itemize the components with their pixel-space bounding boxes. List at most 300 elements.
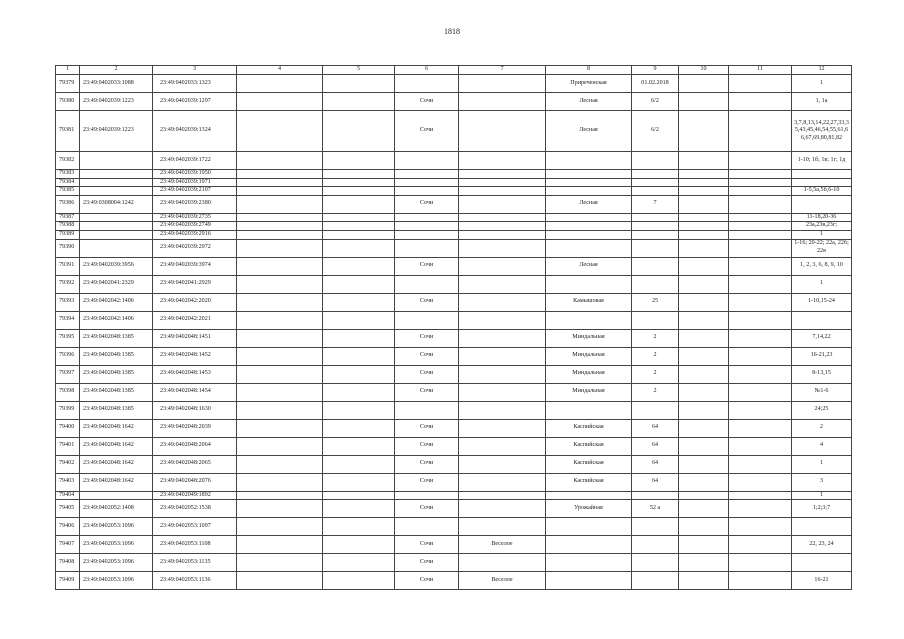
cell-col-12: 8-13,15 <box>792 365 852 383</box>
cell-col-1: 79398 <box>56 383 80 401</box>
table-row <box>56 383 852 401</box>
cell-col-3: 23:49:0402042:2020 <box>153 293 237 311</box>
cell-col-11 <box>729 275 792 293</box>
cell-col-3: 23:49:0402033:1323 <box>153 75 237 93</box>
table-row <box>56 75 852 93</box>
cell-col-9 <box>632 222 679 231</box>
cell-col-7 <box>459 75 546 93</box>
cell-col-3: 23:49:0402039:3974 <box>153 257 237 275</box>
table-row <box>56 275 852 293</box>
cell-col-4 <box>237 213 323 222</box>
cell-col-11 <box>729 222 792 231</box>
cell-col-5 <box>323 518 395 536</box>
cell-col-12: 1-10; 1б; 1в; 1г; 1д <box>792 152 852 170</box>
cell-col-7 <box>459 518 546 536</box>
cell-col-2 <box>80 213 153 222</box>
cell-col-10 <box>679 455 729 473</box>
cell-col-5 <box>323 239 395 257</box>
cell-col-2: 23:49:0402033:1088 <box>80 75 153 93</box>
cell-col-8 <box>546 213 632 222</box>
cell-col-3: 23:49:0402053:1108 <box>153 536 237 554</box>
cell-col-1: 79409 <box>56 572 80 590</box>
cell-col-8 <box>546 178 632 187</box>
cell-col-2: 23:49:0402042:1406 <box>80 293 153 311</box>
cell-col-11 <box>729 365 792 383</box>
table-body <box>56 75 852 590</box>
cell-col-8: Камышовая <box>546 293 632 311</box>
cell-col-6 <box>395 170 459 179</box>
cell-col-4 <box>237 195 323 213</box>
cell-col-5 <box>323 75 395 93</box>
table-row <box>56 222 852 231</box>
cell-col-5 <box>323 365 395 383</box>
cell-col-5 <box>323 554 395 572</box>
cell-col-12 <box>792 518 852 536</box>
table-row <box>56 230 852 239</box>
table-row <box>56 170 852 179</box>
cell-col-9 <box>632 401 679 419</box>
cell-col-4 <box>237 473 323 491</box>
cell-col-1: 79389 <box>56 230 80 239</box>
cell-col-5 <box>323 187 395 196</box>
cell-col-6: Сочи <box>395 572 459 590</box>
cell-col-9 <box>632 239 679 257</box>
cell-col-1: 79395 <box>56 329 80 347</box>
cell-col-3: 23:49:0402048:2064 <box>153 437 237 455</box>
column-header-2: 2 <box>80 66 153 75</box>
cell-col-12 <box>792 311 852 329</box>
cell-col-1: 79379 <box>56 75 80 93</box>
cell-col-3: 23:49:0402048:1452 <box>153 347 237 365</box>
cell-col-2: 23:49:0402053:1096 <box>80 536 153 554</box>
table-row <box>56 329 852 347</box>
table-row <box>56 473 852 491</box>
cell-col-4 <box>237 222 323 231</box>
cell-col-2: 23:49:0402048:1385 <box>80 329 153 347</box>
cell-col-4 <box>237 365 323 383</box>
cell-col-3: 23:49:0402042:2021 <box>153 311 237 329</box>
cell-col-5 <box>323 213 395 222</box>
cell-col-12: 1-16; 20-22; 22а, 22б; 22в <box>792 239 852 257</box>
cell-col-2: 23:49:0402041:2329 <box>80 275 153 293</box>
cell-col-11 <box>729 455 792 473</box>
cell-col-12: 7,14,22 <box>792 329 852 347</box>
table-row <box>56 554 852 572</box>
column-header-1: 1 <box>56 66 80 75</box>
cell-col-7 <box>459 178 546 187</box>
cell-col-9: 64 <box>632 419 679 437</box>
cell-col-7 <box>459 473 546 491</box>
table-row <box>56 187 852 196</box>
cell-col-1: 79383 <box>56 170 80 179</box>
cell-col-5 <box>323 293 395 311</box>
cell-col-8: Каспийская <box>546 455 632 473</box>
cell-col-1: 79387 <box>56 213 80 222</box>
cell-col-3: 23:49:0402039:1722 <box>153 152 237 170</box>
cell-col-9 <box>632 275 679 293</box>
cell-col-6 <box>395 518 459 536</box>
cell-col-6: Сочи <box>395 554 459 572</box>
column-header-3: 3 <box>153 66 237 75</box>
cell-col-10 <box>679 213 729 222</box>
cell-col-1: 79408 <box>56 554 80 572</box>
cell-col-6 <box>395 75 459 93</box>
cell-col-9: 7 <box>632 195 679 213</box>
cell-col-6: Сочи <box>395 437 459 455</box>
cell-col-10 <box>679 75 729 93</box>
cell-col-11 <box>729 491 792 500</box>
cell-col-2: 23:49:0402053:1096 <box>80 518 153 536</box>
cell-col-7 <box>459 554 546 572</box>
page-number: 1818 <box>444 27 460 36</box>
cell-col-1: 79399 <box>56 401 80 419</box>
cell-col-12: №1-6 <box>792 383 852 401</box>
cell-col-9 <box>632 170 679 179</box>
cell-col-5 <box>323 178 395 187</box>
cell-col-10 <box>679 365 729 383</box>
cell-col-9: 6/2 <box>632 111 679 152</box>
cell-col-9: 2 <box>632 365 679 383</box>
cell-col-7 <box>459 311 546 329</box>
cell-col-2: 23:49:0402052:1408 <box>80 500 153 518</box>
cell-col-7 <box>459 170 546 179</box>
cell-col-10 <box>679 437 729 455</box>
cell-col-1: 79380 <box>56 93 80 111</box>
cell-col-12: 1-10,15-24 <box>792 293 852 311</box>
cell-col-4 <box>237 536 323 554</box>
cell-col-1: 79381 <box>56 111 80 152</box>
cell-col-8 <box>546 152 632 170</box>
cell-col-10 <box>679 230 729 239</box>
cell-col-5 <box>323 401 395 419</box>
cell-col-4 <box>237 230 323 239</box>
table-row <box>56 437 852 455</box>
cell-col-4 <box>237 170 323 179</box>
cell-col-2: 23:49:0402042:1406 <box>80 311 153 329</box>
cell-col-8 <box>546 554 632 572</box>
table-row <box>56 518 852 536</box>
table-row <box>56 111 852 152</box>
cell-col-5 <box>323 230 395 239</box>
cell-col-1: 79386 <box>56 195 80 213</box>
cell-col-3: 23:49:0402048:1630 <box>153 401 237 419</box>
cell-col-6: Сочи <box>395 347 459 365</box>
cell-col-3: 23:49:0402048:2039 <box>153 419 237 437</box>
cell-col-2 <box>80 178 153 187</box>
cell-col-11 <box>729 329 792 347</box>
cell-col-7 <box>459 437 546 455</box>
cell-col-4 <box>237 518 323 536</box>
column-header-12: 12 <box>792 66 852 75</box>
cell-col-9 <box>632 491 679 500</box>
cell-col-8 <box>546 572 632 590</box>
cell-col-9 <box>632 230 679 239</box>
cell-col-7 <box>459 383 546 401</box>
cell-col-7 <box>459 419 546 437</box>
cell-col-12 <box>792 178 852 187</box>
cell-col-12: 1 <box>792 275 852 293</box>
cell-col-7 <box>459 275 546 293</box>
cell-col-2: 23:49:0308004:1242 <box>80 195 153 213</box>
cell-col-12 <box>792 195 852 213</box>
cell-col-3: 23:49:0402048:2076 <box>153 473 237 491</box>
cell-col-6: Сочи <box>395 195 459 213</box>
cell-col-3: 23:49:0402039:2972 <box>153 239 237 257</box>
cell-col-11 <box>729 419 792 437</box>
cell-col-3: 23:49:0402039:2380 <box>153 195 237 213</box>
cell-col-7 <box>459 152 546 170</box>
cell-col-12: 1, 2, 3, 6, 8, 9, 10 <box>792 257 852 275</box>
cell-col-4 <box>237 93 323 111</box>
cell-col-5 <box>323 491 395 500</box>
cell-col-4 <box>237 500 323 518</box>
cell-col-9 <box>632 213 679 222</box>
cell-col-7 <box>459 500 546 518</box>
cell-col-4 <box>237 111 323 152</box>
cell-col-8: Лесная <box>546 111 632 152</box>
cell-col-5 <box>323 222 395 231</box>
cell-col-3: 23:49:0402039:1950 <box>153 170 237 179</box>
cell-col-7 <box>459 111 546 152</box>
cell-col-2 <box>80 170 153 179</box>
column-header-11: 11 <box>729 66 792 75</box>
cell-col-8: Каспийская <box>546 437 632 455</box>
cell-col-4 <box>237 572 323 590</box>
cell-col-6: Сочи <box>395 111 459 152</box>
cell-col-2: 23:49:0402039:3956 <box>80 257 153 275</box>
cell-col-8: Миндальная <box>546 365 632 383</box>
cell-col-3: 23:49:0402048:1453 <box>153 365 237 383</box>
cell-col-5 <box>323 257 395 275</box>
cell-col-10 <box>679 419 729 437</box>
cell-col-4 <box>237 239 323 257</box>
cell-col-5 <box>323 473 395 491</box>
cell-col-1: 79406 <box>56 518 80 536</box>
cell-col-10 <box>679 178 729 187</box>
cell-col-1: 79382 <box>56 152 80 170</box>
cell-col-4 <box>237 491 323 500</box>
cell-col-2: 23:49:0402053:1096 <box>80 572 153 590</box>
cell-col-6: Сочи <box>395 500 459 518</box>
cell-col-9: 2 <box>632 329 679 347</box>
cell-col-8: Приреченская <box>546 75 632 93</box>
cell-col-10 <box>679 152 729 170</box>
cell-col-10 <box>679 187 729 196</box>
cell-col-11 <box>729 518 792 536</box>
table-row <box>56 491 852 500</box>
cell-col-6 <box>395 239 459 257</box>
cell-col-4 <box>237 293 323 311</box>
cell-col-2: 23:49:0402048:1385 <box>80 365 153 383</box>
cell-col-6 <box>395 491 459 500</box>
cell-col-10 <box>679 329 729 347</box>
column-header-7: 7 <box>459 66 546 75</box>
cell-col-4 <box>237 347 323 365</box>
cell-col-4 <box>237 152 323 170</box>
cell-col-2: 23:49:0402048:1642 <box>80 473 153 491</box>
cell-col-8: Урожайная <box>546 500 632 518</box>
cell-col-11 <box>729 257 792 275</box>
table-header <box>56 66 852 75</box>
cell-col-5 <box>323 152 395 170</box>
cell-col-5 <box>323 455 395 473</box>
column-header-8: 8 <box>546 66 632 75</box>
cell-col-3: 23:49:0402039:2107 <box>153 187 237 196</box>
cell-col-12 <box>792 170 852 179</box>
cell-col-2: 23:49:0402048:1642 <box>80 455 153 473</box>
table-row <box>56 152 852 170</box>
cell-col-10 <box>679 239 729 257</box>
cell-col-11 <box>729 536 792 554</box>
cell-col-2 <box>80 230 153 239</box>
cell-col-6 <box>395 222 459 231</box>
cell-col-5 <box>323 329 395 347</box>
cell-col-2: 23:49:0402048:1385 <box>80 347 153 365</box>
cell-col-5 <box>323 347 395 365</box>
cell-col-7 <box>459 195 546 213</box>
cell-col-4 <box>237 187 323 196</box>
cell-col-8 <box>546 536 632 554</box>
cell-col-7 <box>459 213 546 222</box>
cell-col-8 <box>546 170 632 179</box>
cell-col-8 <box>546 518 632 536</box>
header-row <box>56 66 852 75</box>
cell-col-7 <box>459 222 546 231</box>
table-row <box>56 455 852 473</box>
table-row <box>56 365 852 383</box>
cell-col-2 <box>80 187 153 196</box>
cell-col-1: 79405 <box>56 500 80 518</box>
cell-col-1: 79401 <box>56 437 80 455</box>
cell-col-11 <box>729 178 792 187</box>
cell-col-5 <box>323 93 395 111</box>
cell-col-8: Каспийская <box>546 473 632 491</box>
cell-col-1: 79390 <box>56 239 80 257</box>
cell-col-1: 79392 <box>56 275 80 293</box>
cell-col-12: 1 <box>792 75 852 93</box>
cell-col-11 <box>729 93 792 111</box>
cell-col-6: Сочи <box>395 365 459 383</box>
cell-col-3: 23:49:0402048:1451 <box>153 329 237 347</box>
cell-col-2 <box>80 239 153 257</box>
cell-col-10 <box>679 170 729 179</box>
cell-col-4 <box>237 275 323 293</box>
cell-col-11 <box>729 293 792 311</box>
cell-col-3: 23:49:0402053:1135 <box>153 554 237 572</box>
cell-col-10 <box>679 257 729 275</box>
cell-col-7 <box>459 455 546 473</box>
cell-col-10 <box>679 195 729 213</box>
cell-col-9: 2 <box>632 383 679 401</box>
cell-col-10 <box>679 293 729 311</box>
table-row <box>56 178 852 187</box>
cell-col-11 <box>729 230 792 239</box>
cell-col-1: 79403 <box>56 473 80 491</box>
column-header-5: 5 <box>323 66 395 75</box>
cell-col-7 <box>459 347 546 365</box>
cell-col-3: 23:49:0402052:1538 <box>153 500 237 518</box>
cell-col-9: 52 а <box>632 500 679 518</box>
cell-col-1: 79397 <box>56 365 80 383</box>
cell-col-10 <box>679 275 729 293</box>
cell-col-4 <box>237 178 323 187</box>
cell-col-11 <box>729 572 792 590</box>
cell-col-2: 23:49:0402048:1642 <box>80 419 153 437</box>
cell-col-7 <box>459 230 546 239</box>
cell-col-10 <box>679 572 729 590</box>
cell-col-10 <box>679 491 729 500</box>
cell-col-7: Веселое <box>459 536 546 554</box>
cell-col-2: 23:49:0402048:1642 <box>80 437 153 455</box>
cell-col-1: 79402 <box>56 455 80 473</box>
cell-col-3: 23:49:0402048:2065 <box>153 455 237 473</box>
cell-col-6 <box>395 275 459 293</box>
cell-col-9 <box>632 572 679 590</box>
cell-col-2: 23:49:0402048:1385 <box>80 401 153 419</box>
cell-col-9: 25 <box>632 293 679 311</box>
cell-col-4 <box>237 329 323 347</box>
cell-col-9 <box>632 187 679 196</box>
cell-col-7 <box>459 365 546 383</box>
cell-col-3: 23:49:0402049:1892 <box>153 491 237 500</box>
cell-col-11 <box>729 75 792 93</box>
cell-col-3: 23:49:0402039:1324 <box>153 111 237 152</box>
cell-col-7 <box>459 239 546 257</box>
cell-col-12: 4 <box>792 437 852 455</box>
cell-col-7: Веселое <box>459 572 546 590</box>
cell-col-1: 79407 <box>56 536 80 554</box>
cell-col-6: Сочи <box>395 329 459 347</box>
cell-col-12: 1, 1а <box>792 93 852 111</box>
cell-col-6 <box>395 230 459 239</box>
cell-col-2: 23:49:0402048:1385 <box>80 383 153 401</box>
cell-col-7 <box>459 401 546 419</box>
cell-col-7 <box>459 329 546 347</box>
cell-col-12: 11-18,20-36 <box>792 213 852 222</box>
cell-col-9 <box>632 257 679 275</box>
cell-col-3: 23:49:0402039:1971 <box>153 178 237 187</box>
cell-col-6: Сочи <box>395 536 459 554</box>
cell-col-10 <box>679 93 729 111</box>
cell-col-1: 79388 <box>56 222 80 231</box>
cell-col-11 <box>729 152 792 170</box>
cell-col-6: Сочи <box>395 383 459 401</box>
cell-col-9: 2 <box>632 347 679 365</box>
cell-col-11 <box>729 111 792 152</box>
cell-col-3: 23:49:0402041:2929 <box>153 275 237 293</box>
cell-col-1: 79391 <box>56 257 80 275</box>
cell-col-3: 23:49:0402039:2916 <box>153 230 237 239</box>
cell-col-10 <box>679 401 729 419</box>
cell-col-12: 1 <box>792 455 852 473</box>
table-row <box>56 347 852 365</box>
cell-col-6 <box>395 178 459 187</box>
cell-col-8 <box>546 311 632 329</box>
cell-col-11 <box>729 554 792 572</box>
table-row <box>56 419 852 437</box>
cell-col-10 <box>679 347 729 365</box>
cell-col-6 <box>395 213 459 222</box>
cell-col-6 <box>395 401 459 419</box>
column-header-4: 4 <box>237 66 323 75</box>
cell-col-3: 23:49:0402039:2749 <box>153 222 237 231</box>
cell-col-7 <box>459 187 546 196</box>
cell-col-3: 23:49:0402039:1297 <box>153 93 237 111</box>
cell-col-11 <box>729 401 792 419</box>
cell-col-3: 23:49:0402048:1454 <box>153 383 237 401</box>
cell-col-11 <box>729 239 792 257</box>
table-row <box>56 213 852 222</box>
